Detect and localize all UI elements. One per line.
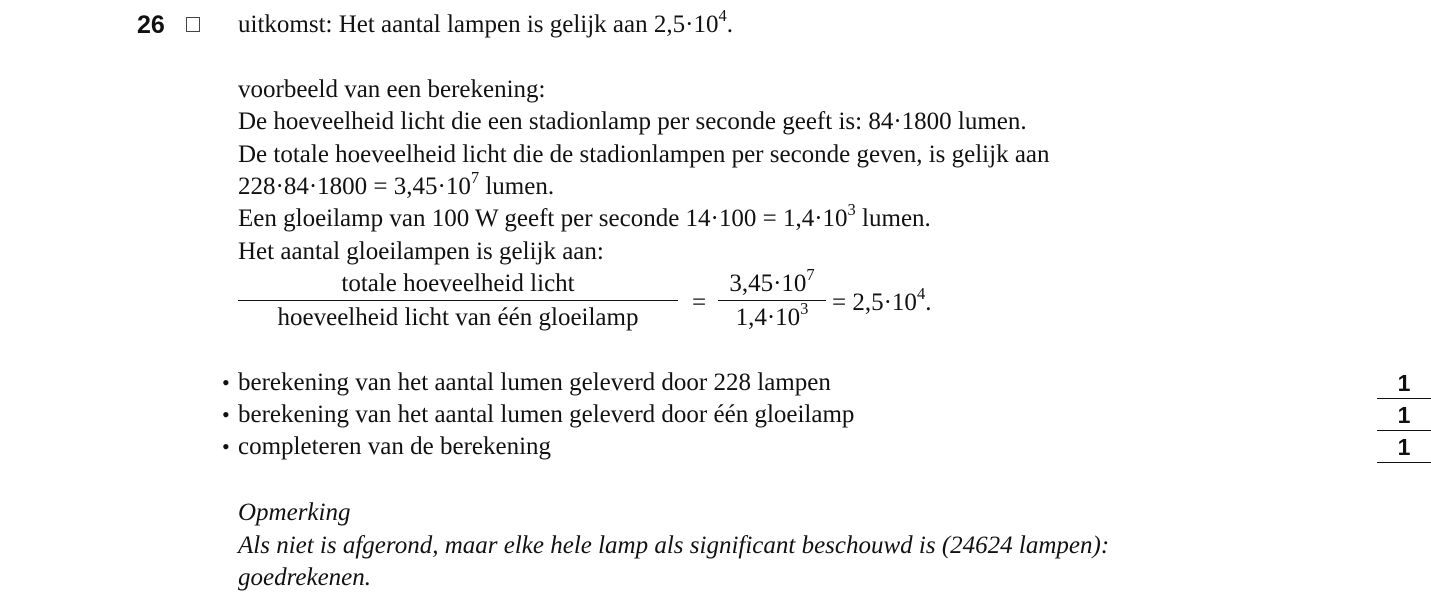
formula-result-text: = 2,5·10	[832, 289, 917, 316]
criterion-score: 1	[1377, 436, 1431, 463]
result-text: uitkomst: Het aantal lampen is gelijk aan 2,5·10	[238, 11, 719, 38]
fraction-words	[238, 271, 678, 330]
fraction-numbers-denominator	[718, 301, 826, 330]
example-line-3-end: lumen.	[479, 173, 555, 200]
example-line-2: De totale hoeveelheid licht die de stadionlampen per seconde geven, is gelijk aan	[238, 141, 1050, 168]
fraction-words-numerator: totale hoeveelheid licht	[341, 270, 575, 297]
example-line-4-text: Een gloeilamp van 100 W geeft per seconde 14·100 = 1,4·10	[238, 205, 848, 232]
example-heading: voorbeeld van een berekening:	[238, 76, 546, 103]
example-line-4-exponent: 3	[847, 200, 856, 220]
remark-line-2: goedrekenen.	[238, 564, 372, 591]
example-line-3-text: 228·84·1800 = 3,45·10	[238, 173, 471, 200]
fraction-numbers-numerator	[718, 265, 826, 300]
criterion-text: berekening van het aantal lumen geleverd door 228 lampen	[238, 369, 831, 396]
result-line	[238, 6, 733, 38]
example-line-4	[238, 200, 931, 232]
equals-sign: =	[692, 289, 707, 316]
formula-result-exponent: 4	[916, 284, 926, 304]
fraction-numbers	[718, 265, 826, 332]
fraction-numbers-numerator-base: 3,45·10	[729, 270, 807, 297]
criterion-bullet: •	[222, 434, 230, 459]
formula-result-end: .	[925, 289, 932, 316]
result-end: .	[726, 11, 733, 38]
remark-title: Opmerking	[238, 499, 351, 526]
criterion-bullet: •	[222, 370, 230, 395]
formula-result	[832, 284, 932, 316]
fraction-numbers-numerator-exponent: 7	[806, 265, 815, 285]
example-line-4-end: lumen.	[855, 205, 931, 232]
example-line-3	[238, 168, 555, 200]
example-line-1: De hoeveelheid licht die een stadionlamp per seconde geeft is: 84·1800 lumen.	[238, 108, 1027, 135]
remark-line-1: Als niet is afgerond, maar elke hele lamp als significant beschouwd is (24624 lampen):	[238, 532, 1110, 559]
result-exponent: 4	[718, 6, 727, 26]
fraction-words-denominator: hoeveelheid licht van één gloeilamp	[277, 304, 639, 332]
example-line-5: Het aantal gloeilampen is gelijk aan:	[238, 238, 604, 265]
checkbox[interactable]	[186, 17, 200, 32]
fraction-numbers-denominator-exponent: 3	[800, 299, 809, 319]
fraction-numbers-denominator-base: 1,4·10	[735, 304, 801, 332]
criterion-score: 1	[1377, 404, 1431, 431]
criterion-score: 1	[1377, 372, 1431, 399]
criterion-text: completeren van de berekening	[238, 433, 552, 460]
example-line-3-exponent: 7	[470, 168, 480, 188]
criterion-bullet: •	[222, 402, 230, 427]
criterion-text: berekening van het aantal lumen geleverd door één gloeilamp	[238, 401, 855, 428]
question-number: 26	[137, 11, 165, 39]
